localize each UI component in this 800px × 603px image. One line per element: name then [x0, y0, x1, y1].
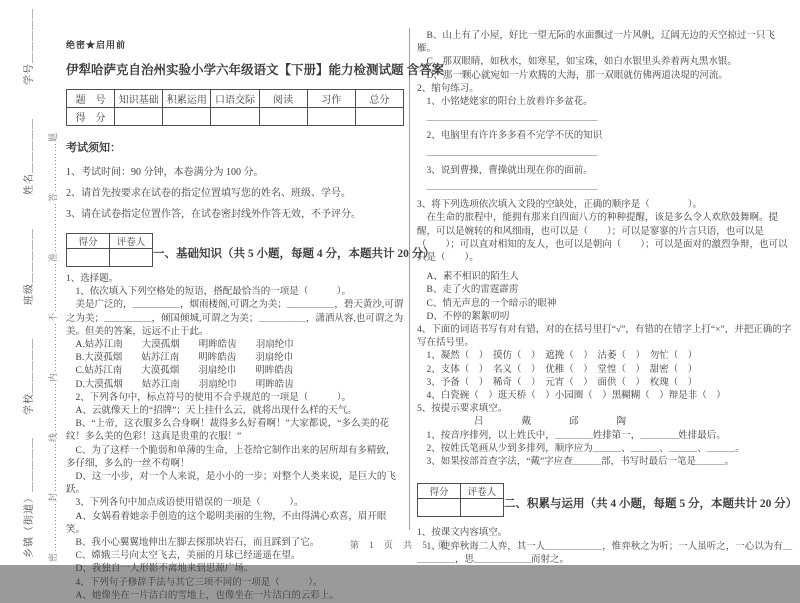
score-header-cell: 知识基础 [115, 90, 163, 108]
seal-boundary-line: 密……………封……………线……………内……………不……………准……………答……………题 [48, 131, 58, 562]
grader-empty-row [418, 499, 504, 517]
score-header-cell: 口语交际 [211, 90, 259, 108]
question-line: 5、按提示要求填空。 [417, 404, 508, 415]
question-line: D、我独自一人形影不离地来到思源广场。 [66, 564, 254, 575]
question-line: 1、选择题。 [66, 274, 119, 284]
section-one-title: 一、基础知识（共 5 小题，每题 4 分，本题共计 20 分） [153, 248, 435, 260]
score-header-cell: 积累运用 [163, 90, 211, 108]
score-empty-cell [307, 108, 355, 126]
question-line: 1、使弈秋诲二人弈，其一人＿＿＿＿＿＿，惟弈秋之为听；一人虽听之，一心以为有＿＿＿＿＿，思＿＿＿＿＿＿而射之。 [417, 541, 793, 565]
question-line: 1、按课文内容填空。 [417, 528, 508, 539]
score-label: 得分 [418, 484, 461, 499]
score-row-label: 得 分 [67, 108, 115, 126]
surname-list-line: 吕 戴 邱 陶 [417, 417, 627, 428]
grader-score-table [66, 233, 153, 267]
question-line: 4、下面的词语书写有对有错，对的在括号里打“√”，有错的在错字上打“×”，并把正确的字写在括号里。 [417, 325, 792, 349]
score-header-cell: 题 号 [67, 90, 115, 108]
question-line: C、嫦娥三号向太空飞去，美丽的月球已经遥遥在望。 [66, 551, 301, 562]
question-line: 3、将下列选项依次填入文段的空缺处，正确的顺序是（ ）。 [417, 200, 703, 211]
question-line: 1、依次填入下列空格处的短语，搭配最恰当的一项是（ ）。 [66, 287, 352, 298]
notice-item: 2、请首先按要求在试卷的指定位置填写您的姓名、班级、学号。 [66, 188, 351, 199]
grader-label: 评卷人 [461, 484, 504, 499]
question-line: 3、如果按部首查字法，“戴”字应查＿＿＿部，书写时最后一笔是＿＿＿。 [417, 457, 735, 468]
question-line: D、那一颗心就宛如一片欢腾的大海，那一双眼就仿佛两道决堤的河流。 [417, 70, 728, 81]
question-line: B、“上帝，这衣服多么合身啊！裁得多么好看啊！”大家都说，“多么美的花纹！多么美的色彩！这真是贵重的衣服！” [66, 419, 389, 443]
secrecy-stamp: 绝密★启用前 [66, 40, 127, 50]
question-line: 2、下列各句中，标点符号的使用不合乎规范的一项是（ ）。 [66, 392, 352, 403]
question-line: 2、按姓氏笔画从少到多排列，顺序应为＿＿＿、＿＿＿、＿＿＿、＿＿＿。 [417, 443, 745, 454]
question-line: 3、予备（ ） 稀奇（ ） 元宵（ ） 面供（ ） 枚瑰（ ） [417, 377, 698, 388]
question-line: 3、说到曹操，曹操就出现在你的面前。 [417, 165, 593, 176]
page-footer: 第 1 页 共 5 页 [349, 540, 451, 550]
paper-title: 伊犁哈萨克自治州实验小学六年级语文【下册】能力检测试题 含答案 [66, 63, 445, 77]
question-line: B.大漠孤烟 姑苏江南 明眸皓齿 羽扇纶巾 [66, 353, 294, 364]
score-empty-cell [211, 108, 259, 126]
question-line: A.姑苏江南 大漠孤烟 明眸皓齿 羽扇纶巾 [66, 340, 294, 351]
grader-label-row [67, 234, 153, 249]
section-one-header [66, 233, 435, 267]
question-line: C、那双眼睛，如秋水，如寒星，如宝珠，如白水银里头养着两丸黑水银。 [417, 57, 737, 68]
score-empty-cell [355, 108, 403, 126]
score-header-cell: 阅读 [259, 90, 307, 108]
question-line: 4、下列句子修辞手法与其它三项不同的一项是（ ）。 [66, 577, 323, 588]
question-line: D、不停的絮絮叨叨 [417, 311, 510, 322]
score-header-cell: 习作 [307, 90, 355, 108]
grader-score-table [417, 483, 504, 517]
grader-empty-cell [461, 499, 504, 517]
question-line: A、她像坐在一片洁白的雪地上，也像坐在一片洁白的云彩上。 [66, 590, 339, 601]
seal-student-fields: 乡镇（街道）＿＿＿＿＿ 学校＿＿＿＿＿ 班级＿＿＿＿＿ 姓名＿＿＿＿＿ 学号＿＿＿＿＿ [24, 8, 35, 558]
left-column [66, 38, 445, 603]
section-two-title: 二、积累与运用（共 4 小题，每题 5 分，本题共计 20 分） [504, 498, 798, 511]
score-empty-cell [259, 108, 307, 126]
question-line: 美是广泛的，＿＿＿＿＿，烟雨楼阁,可谓之为美；＿＿＿＿＿，碧天黄沙,可谓之为美；＿＿＿＿＿，倾国倾城,可谓之为美；＿＿＿＿＿，潇洒从容,也可谓之为美。但美的答案，远远不止于此。 [66, 300, 404, 337]
grader-empty-cell [67, 249, 110, 267]
grader-empty-row [67, 249, 153, 267]
question-line: D、这一小步，对一个人来说，是小小的一步；对整个人类来说，是巨大的飞跃。 [66, 472, 396, 496]
question-line: 2、缩句练习。 [417, 83, 479, 94]
answer-blank-line: ＿＿＿＿＿＿＿＿＿＿＿＿＿＿＿＿＿＿ [417, 113, 598, 124]
question-line: 1、按音序排列，以上姓氏中，＿＿＿＿姓排第一，＿＿＿＿姓排最后。 [417, 430, 726, 441]
grader-empty-cell [418, 499, 461, 517]
question-line: C、为了这样一个脆弱和单薄的生命，上苍给它制作出来的居所却有多精致，多仔细，多么的一丝不苟啊！ [66, 445, 396, 469]
score-value-row [67, 108, 404, 126]
exam-notice-heading: 考试须知： [66, 142, 121, 154]
question-line: 1、凝然（ ） 摸仿（ ） 遮挽（ ） 沽萎（ ） 勿忙（ ） [417, 351, 698, 362]
question-line: B、山上有了小屋，好比一望无际的水面飘过一片风帆，辽阔无边的天空掠过一只飞雁。 [417, 31, 775, 55]
score-header-row [67, 90, 404, 108]
question-line: B、走了火的雷霆霹雳 [417, 285, 519, 296]
question-line: 3、下列各句中加点成语使用错误的一项是（ ）。 [66, 498, 304, 509]
right-column [417, 30, 798, 567]
question-line: B、我小心翼翼地伸出左脚去探那块岩石，而且踩到了它。 [66, 538, 320, 549]
question-line: A、云就像天上的“招牌”；天上挂什么云，就将出现什么样的天气。 [66, 406, 357, 417]
question-line: 1、小铭姥姥家的阳台上放着许多盆花。 [417, 97, 593, 108]
notice-item: 1、考试时间：90 分钟，本卷满分为 100 分。 [66, 167, 264, 178]
question-line: 2、电脑里有许许多多看不完学不厌的知识 [417, 131, 603, 142]
notice-item: 3、请在试卷指定位置作答，在试卷密封线外作答无效，不予评分。 [66, 209, 361, 220]
grader-label: 评卷人 [110, 234, 153, 249]
answer-blank-line: ＿＿＿＿＿＿＿＿＿＿＿＿＿＿＿＿＿＿ [417, 182, 598, 193]
score-label: 得分 [67, 234, 110, 249]
question-line: A、素不相识的陌生人 [417, 272, 519, 283]
question-line: D.大漠孤烟 姑苏江南 羽扇纶巾 明眸皓齿 [66, 379, 294, 390]
question-line: C、悄无声息的一个暗示的眼神 [417, 298, 557, 309]
question-line: 在生命的旅程中，能拥有那来自四面八方的种种提醒，该是多么令人欢欣鼓舞啊。提醒，可以是婉转的和风细雨，也可以是（ ）；可以是寥寥的片言只语，也可以是（ ）；可以直对相知的友人，也可以是朝向（ ）；可以是面对的激烈争辩，也可以只是（ ）。 [417, 213, 788, 264]
column-divider [409, 28, 410, 530]
grader-label-row [418, 484, 504, 499]
score-empty-cell [163, 108, 211, 126]
question-line: 2、支体（ ） 名义（ ） 优稚（ ） 堂惶（ ） 甜密（ ） [417, 364, 698, 375]
question-line: A、女娲看着她亲手创造的这个聪明美丽的生物，不由得满心欢喜，眉开眼笑。 [66, 511, 387, 535]
score-summary-table [66, 89, 404, 126]
score-empty-cell [115, 108, 163, 126]
question-line: C.姑苏江南 大漠孤烟 羽扇纶巾 明眸皓齿 [66, 366, 294, 377]
section-two-header [417, 483, 798, 517]
grader-empty-cell [110, 249, 153, 267]
answer-blank-line: ＿＿＿＿＿＿＿＿＿＿＿＿＿＿＿＿＿＿ [417, 147, 598, 158]
score-header-cell: 总分 [355, 90, 403, 108]
question-line: 4、白瓷碗（ ）逛天桥（ ）小园圈（ ）黑糊糊（ ）辩是非（ ） [417, 391, 726, 402]
